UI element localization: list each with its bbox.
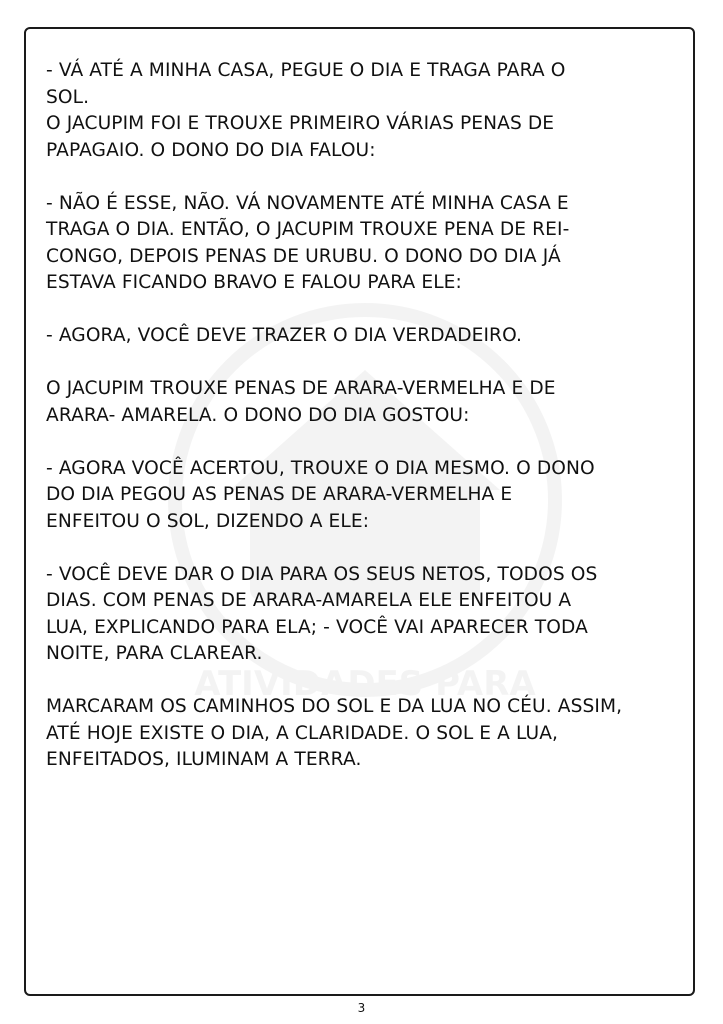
paragraph-7: - VOCÊ DEVE DAR O DIA PARA OS SEUS NETOS, TODOS OS DIAS. COM PENAS DE ARARA-AMARELA ELE ENFEITOU A LUA, EXPLICANDO PARA ELA; - VOCÊ VAI APARECER TODA NOITE, PARA CLAREAR. <box>46 563 598 664</box>
paragraph-6: - AGORA VOCÊ ACERTOU, TROUXE O DIA MESMO. O DONO DO DIA PEGOU AS PENAS DE ARARA-VERMELHA E ENFEITOU O SOL, DIZENDO A ELE: <box>46 457 595 532</box>
document-body <box>46 58 696 800</box>
paragraph-1: - VÁ ATÉ A MINHA CASA, PEGUE O DIA E TRAGA PARA O SOL. <box>46 60 566 108</box>
paragraph-3: - NÃO É ESSE, NÃO. VÁ NOVAMENTE ATÉ MINHA CASA E TRAGA O DIA. ENTÃO, O JACUPIM TROUXE PENA DE REI- CONGO, DEPOIS PENAS DE URUBU. O DONO DO DIA JÁ ESTAVA FICANDO BRAVO E FALOU PARA ELE: <box>46 192 570 293</box>
paragraph-5: O JACUPIM TROUXE PENAS DE ARARA-VERMELHA E DE ARARA- AMARELA. O DONO DO DIA GOSTOU: <box>46 378 556 426</box>
paragraph-8: MARCARAM OS CAMINHOS DO SOL E DA LUA NO CÉU. ASSIM, ATÉ HOJE EXISTE O DIA, A CLARIDADE. O SOL E A LUA, ENFEITADOS, ILUMINAM A TERRA. <box>46 696 623 770</box>
paragraph-4: - AGORA, VOCÊ DEVE TRAZER O DIA VERDADEIRO. <box>46 325 523 346</box>
page-number: 3 <box>357 1001 366 1015</box>
paragraph-2: O JACUPIM FOI E TROUXE PRIMEIRO VÁRIAS PENAS DE PAPAGAIO. O DONO DO DIA FALOU: <box>46 113 555 161</box>
